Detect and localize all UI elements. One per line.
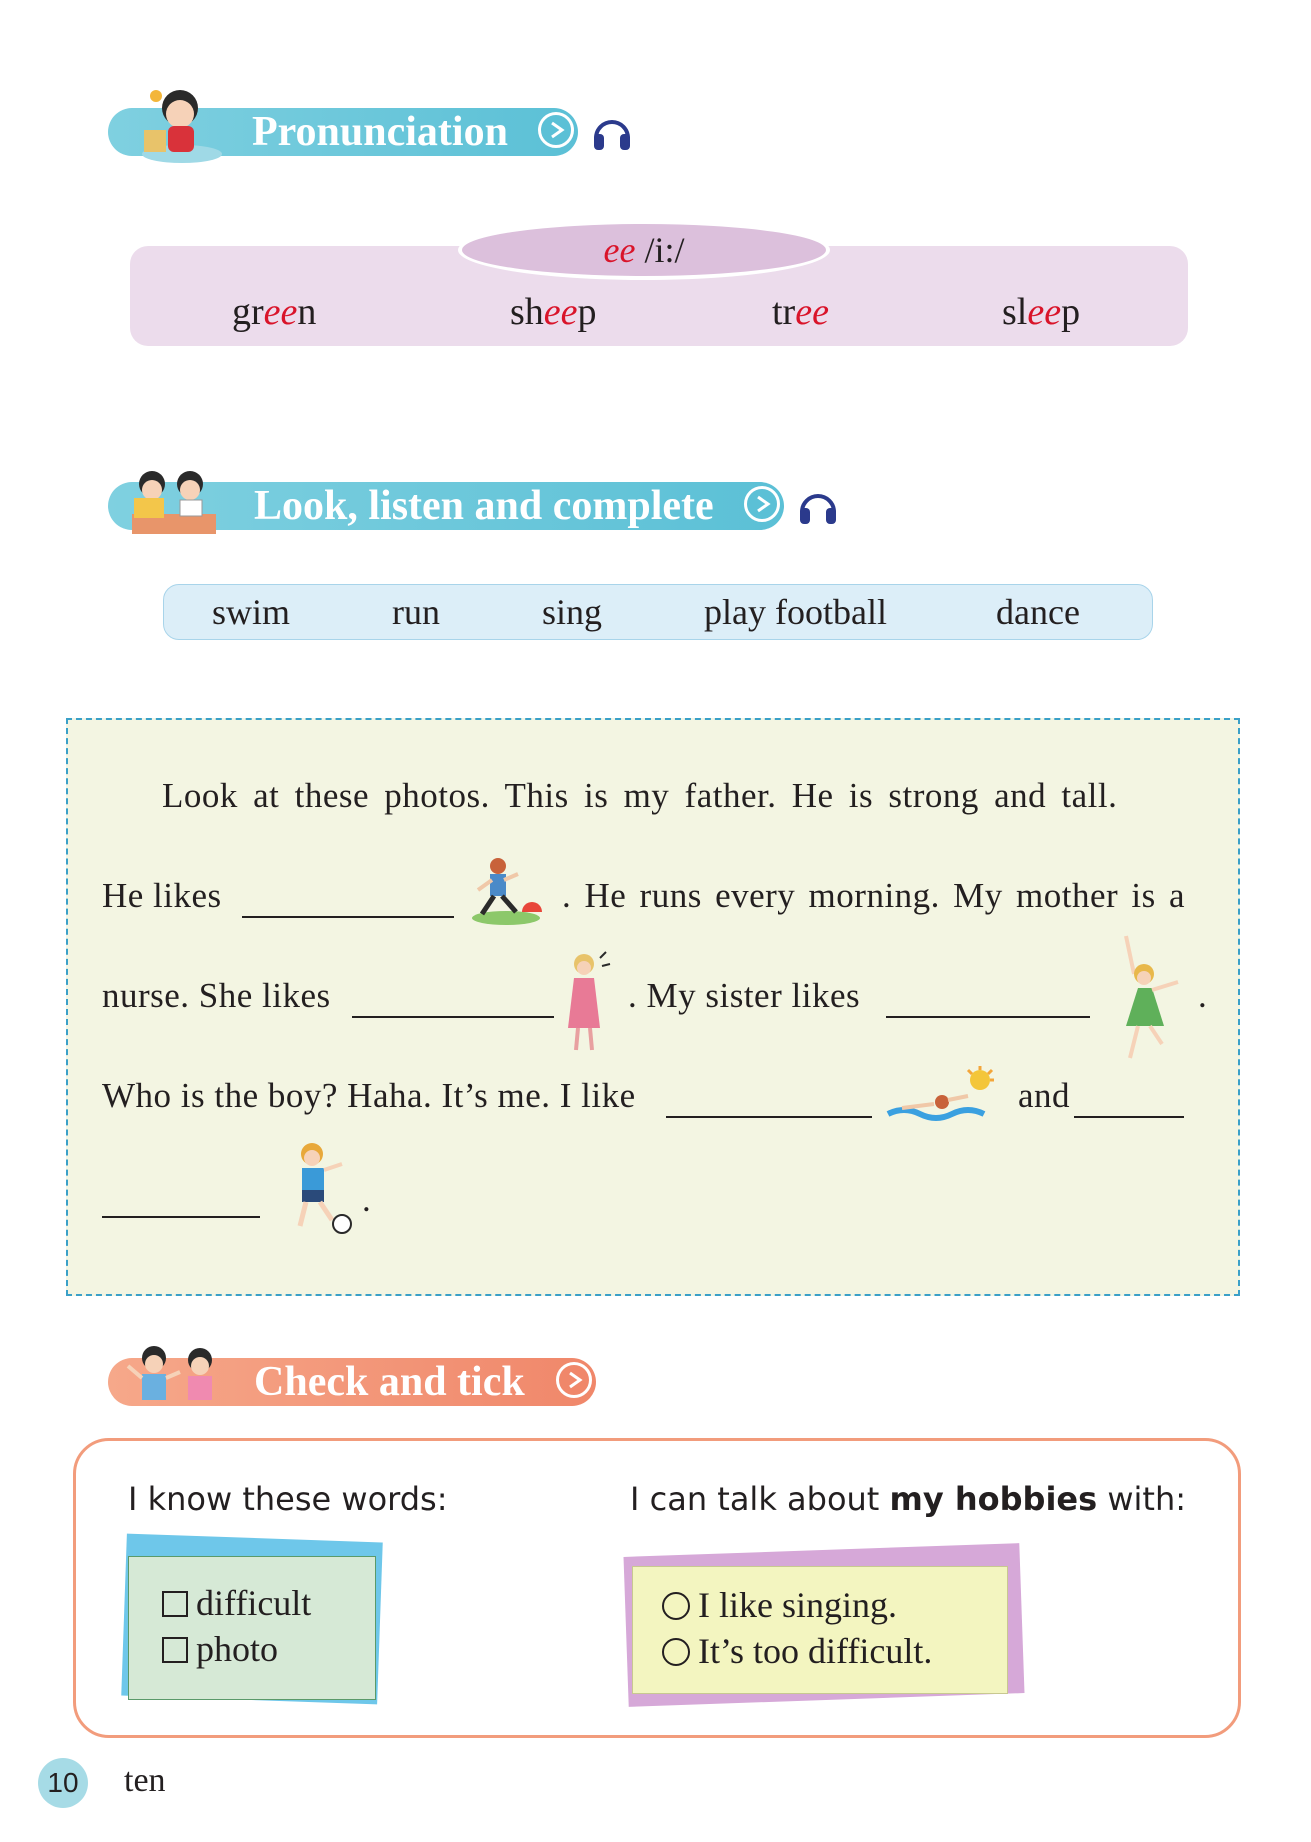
- story-line-4a: Who is the boy? Haha. It’s me. I like: [102, 1076, 636, 1115]
- story-line-3c: .: [1198, 976, 1208, 1015]
- word-difficult: difficult: [196, 1583, 312, 1623]
- right-heading-pre: I can talk about: [630, 1480, 880, 1518]
- phoneme-label: [458, 220, 830, 280]
- word-part: sl: [1002, 291, 1028, 333]
- story-box: [66, 718, 1240, 1296]
- sentence-difficult: It’s too difficult.: [698, 1631, 933, 1671]
- story-line-3b: . My sister likes: [628, 976, 861, 1015]
- pron-word-tree: [772, 290, 829, 334]
- singing-woman-icon: [554, 948, 616, 1063]
- running-man-icon: [464, 852, 548, 937]
- children-waving-icon: [124, 1342, 234, 1419]
- swimming-boy-icon: [884, 1066, 1004, 1141]
- bank-word-swim: swim: [212, 592, 291, 632]
- story-line-5: .: [362, 1180, 372, 1219]
- phoneme-pattern: ee: [603, 230, 636, 270]
- story-line-2a: He likes: [102, 876, 222, 915]
- bank-word-sing: sing: [542, 592, 603, 632]
- children-reading-icon: [124, 466, 224, 543]
- bank-word-play-football: play football: [704, 592, 887, 632]
- word-highlight: ee: [263, 291, 298, 333]
- story-line-3a: nurse. She likes: [102, 976, 331, 1015]
- right-heading: [630, 1480, 1186, 1518]
- word-photo-item[interactable]: [162, 1628, 278, 1670]
- left-heading: I know these words:: [128, 1480, 448, 1518]
- story-line-4b: and: [1018, 1076, 1071, 1115]
- page-number: 10: [38, 1758, 88, 1808]
- word-bank: [163, 584, 1153, 640]
- pronunciation-title: Pronunciation: [252, 109, 508, 155]
- word-photo: photo: [196, 1629, 279, 1669]
- radio-circle-icon[interactable]: [662, 1638, 690, 1666]
- story-line-1: Look at these photos. This is my father. He is strong and tall.: [162, 776, 1118, 815]
- word-part: sh: [510, 291, 544, 333]
- answer-blank-5b[interactable]: [102, 1216, 260, 1218]
- pron-word-sheep: [510, 290, 597, 334]
- check-tick-title: Check and tick: [254, 1359, 525, 1405]
- headphones-icon[interactable]: [590, 110, 634, 159]
- bank-word-dance: dance: [996, 592, 1080, 632]
- sentence-singing-item[interactable]: [662, 1584, 897, 1626]
- football-boy-icon: [276, 1140, 366, 1241]
- pron-word-sleep: [1002, 290, 1080, 334]
- word-part: n: [297, 291, 317, 333]
- sentence-singing: I like singing.: [698, 1585, 897, 1625]
- phoneme-symbol: /i:/: [644, 230, 685, 270]
- answer-blank-1[interactable]: [242, 916, 454, 918]
- play-arrow-icon[interactable]: [556, 1362, 592, 1398]
- page-word: ten: [124, 1762, 166, 1799]
- word-highlight: ee: [543, 291, 578, 333]
- right-heading-bold: my hobbies: [889, 1480, 1098, 1518]
- girl-reading-icon: [136, 84, 226, 169]
- play-arrow-icon[interactable]: [538, 112, 574, 148]
- checkbox-icon[interactable]: [162, 1637, 188, 1663]
- word-highlight: ee: [1027, 291, 1062, 333]
- sentence-difficult-item[interactable]: [662, 1630, 932, 1672]
- dancing-girl-icon: [1108, 934, 1188, 1071]
- checkbox-icon[interactable]: [162, 1591, 188, 1617]
- word-part: p: [577, 291, 597, 333]
- word-difficult-item[interactable]: [162, 1582, 311, 1624]
- answer-blank-2[interactable]: [352, 1016, 554, 1018]
- word-part: gr: [232, 291, 264, 333]
- answer-blank-5a[interactable]: [1074, 1116, 1184, 1118]
- word-part: p: [1061, 291, 1081, 333]
- bank-word-run: run: [392, 592, 440, 632]
- answer-blank-3[interactable]: [886, 1016, 1090, 1018]
- word-part: tr: [772, 291, 796, 333]
- answer-blank-4[interactable]: [666, 1116, 872, 1118]
- play-arrow-icon[interactable]: [744, 486, 780, 522]
- look-listen-title: Look, listen and complete: [254, 483, 714, 529]
- radio-circle-icon[interactable]: [662, 1592, 690, 1620]
- pron-word-green: [232, 290, 316, 334]
- story-line-2b: . He runs every morning. My mother is a: [562, 876, 1186, 915]
- headphones-icon[interactable]: [796, 484, 840, 533]
- word-highlight: ee: [795, 291, 829, 333]
- right-heading-post: with:: [1107, 1480, 1186, 1518]
